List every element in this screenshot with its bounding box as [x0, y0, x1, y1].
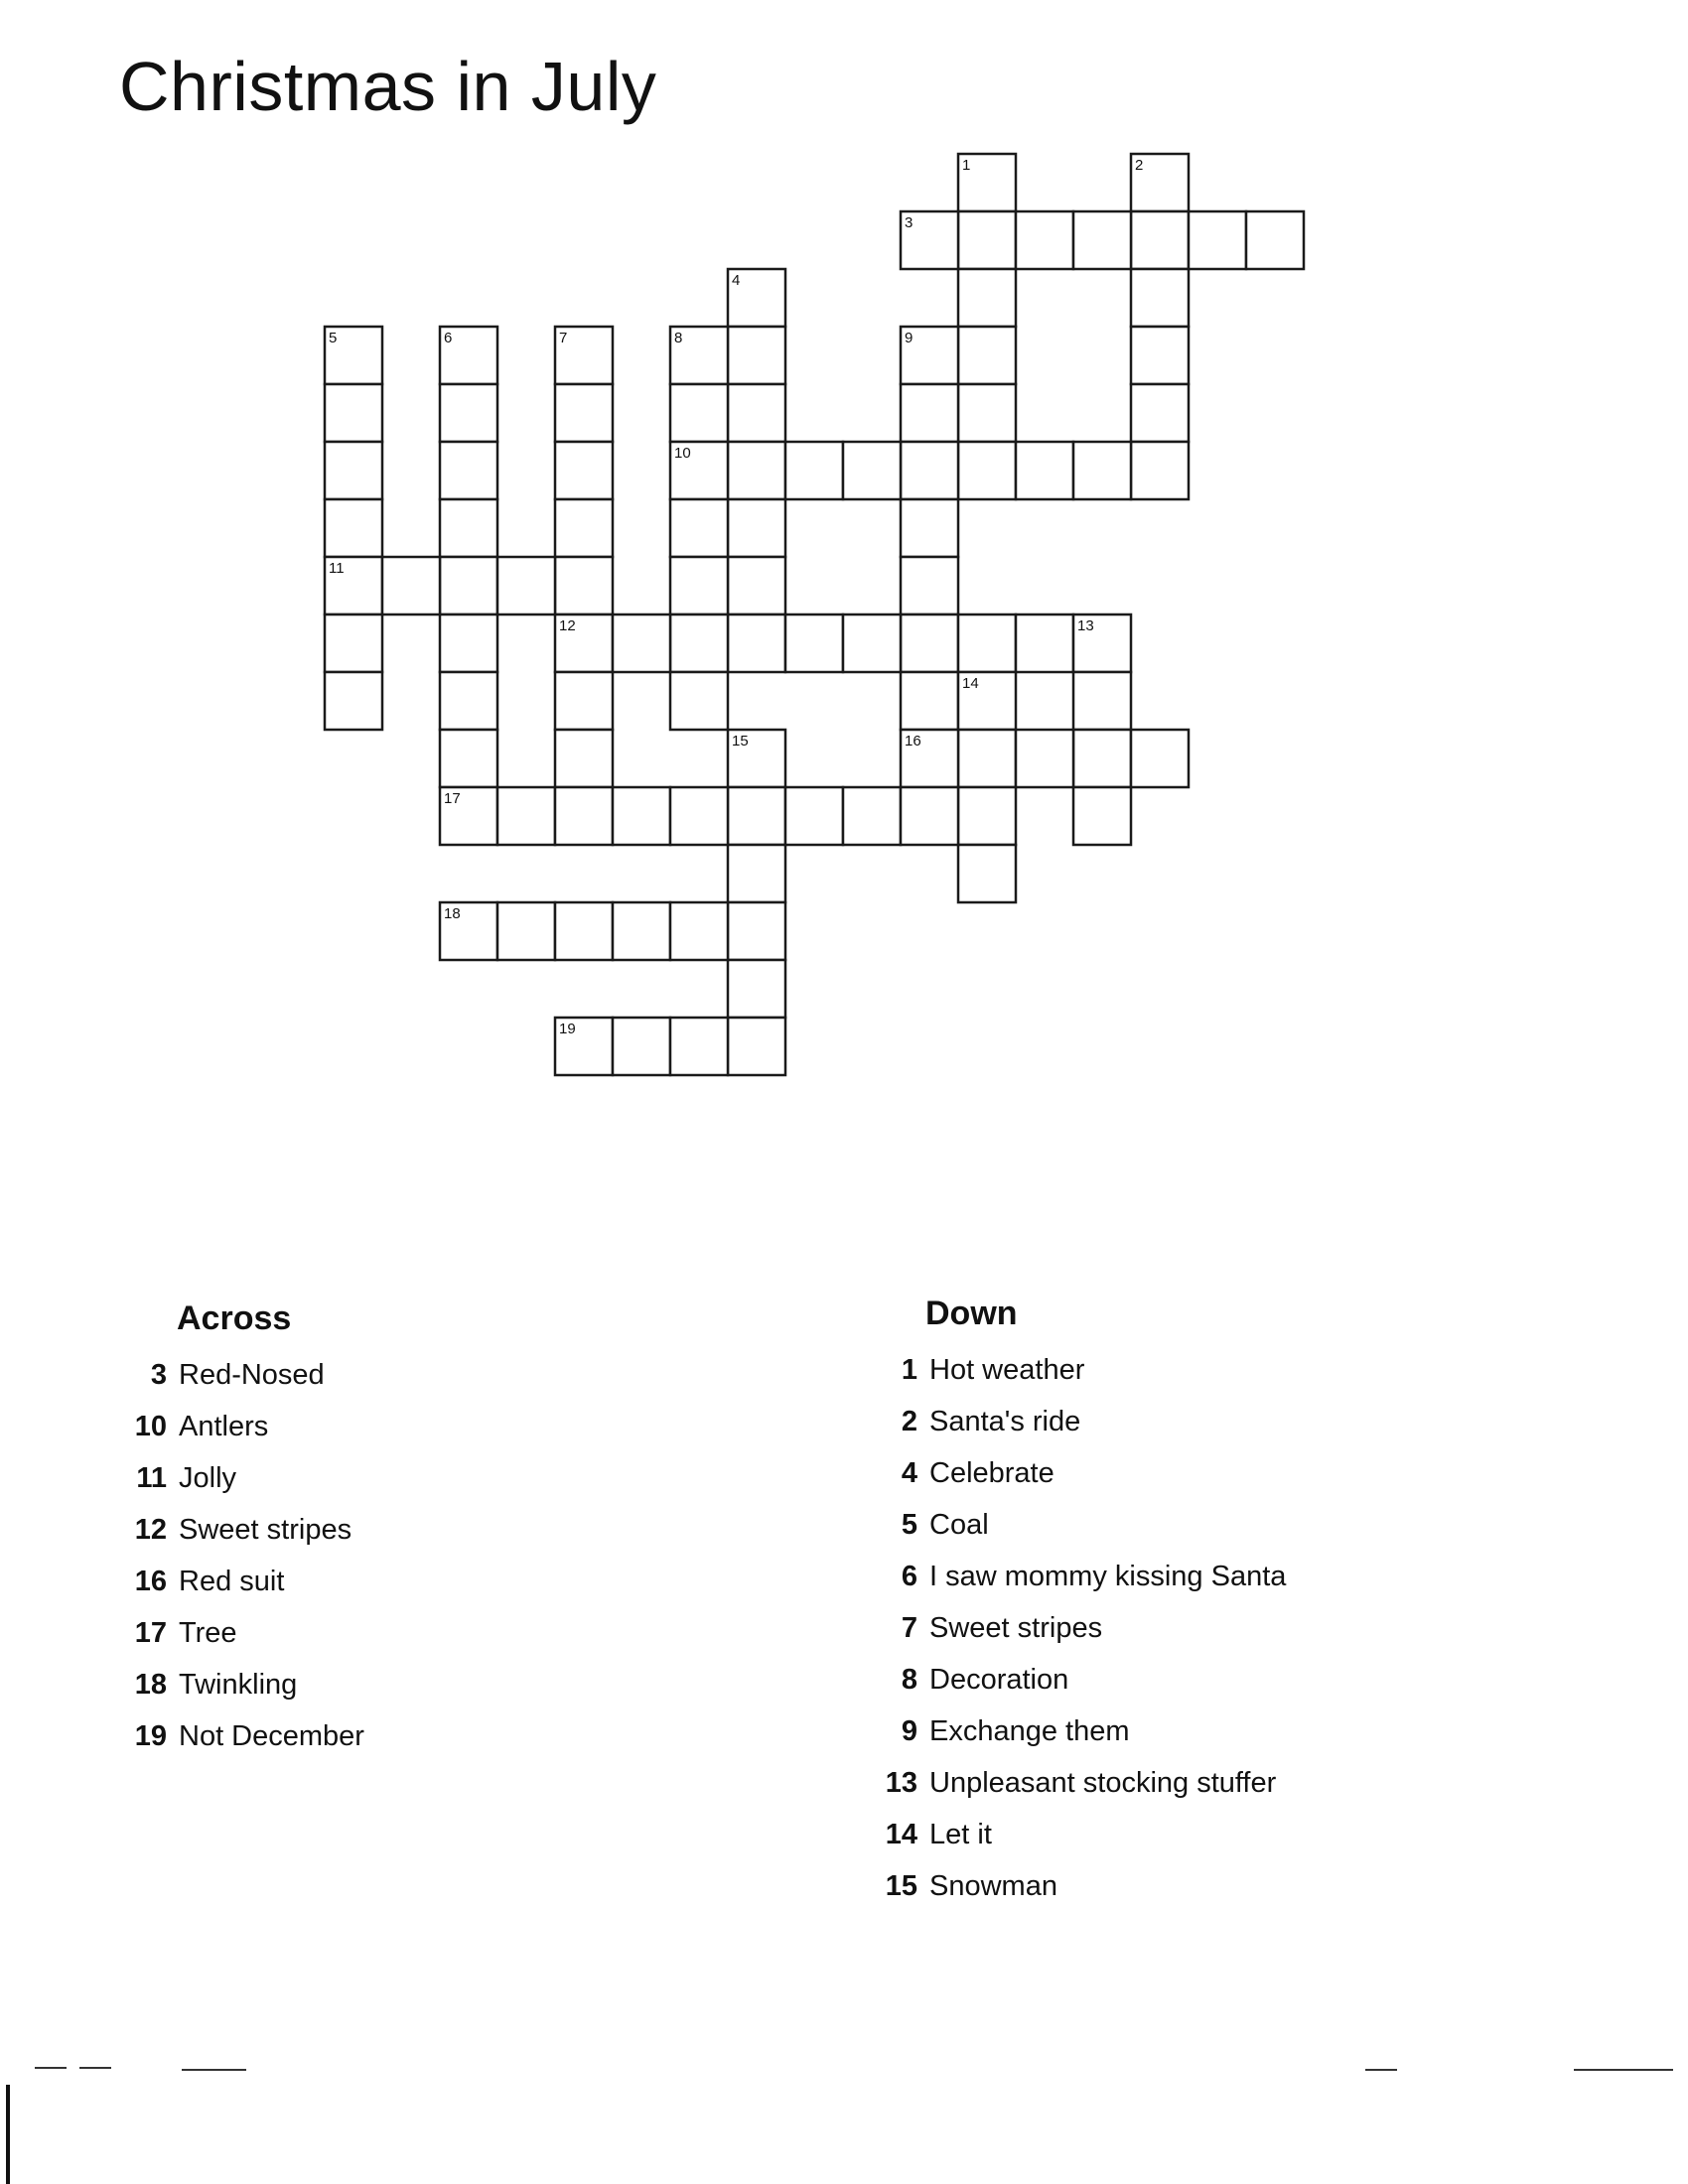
clue-number: 13: [885, 1766, 917, 1799]
grid-cell[interactable]: [785, 442, 843, 499]
grid-cell[interactable]: [670, 557, 728, 614]
down-clue-7: [874, 1612, 1286, 1664]
down-clue-9: [874, 1715, 1286, 1767]
grid-cell[interactable]: [785, 787, 843, 845]
clue-text: Antlers: [179, 1410, 269, 1442]
clue-text: Sweet stripes: [929, 1611, 1103, 1644]
scan-edge-mark: [79, 2067, 111, 2069]
grid-cell[interactable]: [670, 902, 728, 960]
down-clue-6: [874, 1561, 1286, 1612]
grid-cell[interactable]: [728, 384, 785, 442]
grid-cell[interactable]: [728, 1018, 785, 1075]
cell-number: 17: [444, 790, 461, 807]
grid-cell[interactable]: [958, 845, 1016, 902]
clue-text: Exchange them: [929, 1714, 1130, 1747]
grid-cell[interactable]: [1016, 614, 1073, 672]
down-clue-2: [874, 1406, 1286, 1457]
grid-cell[interactable]: [1131, 442, 1189, 499]
grid-cell[interactable]: [497, 902, 555, 960]
grid-cell[interactable]: [958, 211, 1016, 269]
grid-cell[interactable]: [728, 845, 785, 902]
grid-cell[interactable]: [1073, 730, 1131, 787]
down-heading: Down: [925, 1295, 1018, 1332]
across-clue-19: [117, 1720, 364, 1772]
clue-number: 18: [134, 1668, 167, 1701]
down-clue-15: [874, 1870, 1286, 1922]
down-clue-4: [874, 1457, 1286, 1509]
grid-cell[interactable]: [728, 442, 785, 499]
page-title: Christmas in July: [119, 48, 657, 125]
clue-text: Red suit: [179, 1565, 285, 1597]
grid-cell[interactable]: [1131, 730, 1189, 787]
grid-cell[interactable]: [440, 557, 497, 614]
grid-cell[interactable]: [555, 442, 613, 499]
scan-edge-mark: [35, 2067, 67, 2069]
across-heading: Across: [177, 1299, 292, 1337]
cell-number: 10: [674, 445, 691, 462]
grid-cell[interactable]: [555, 787, 613, 845]
clue-number: 7: [901, 1611, 917, 1644]
grid-cell[interactable]: [728, 787, 785, 845]
grid-cell[interactable]: [1131, 384, 1189, 442]
grid-cell[interactable]: [901, 787, 958, 845]
grid-cell[interactable]: [1073, 442, 1131, 499]
grid-cell[interactable]: [555, 557, 613, 614]
clue-number: 19: [134, 1719, 167, 1752]
grid-cell[interactable]: [843, 442, 901, 499]
grid-cell[interactable]: [728, 730, 785, 787]
grid-cell[interactable]: [325, 384, 382, 442]
grid-cell[interactable]: [555, 1018, 613, 1075]
grid-cell[interactable]: [670, 1018, 728, 1075]
grid-cell[interactable]: [670, 614, 728, 672]
grid-cell[interactable]: [497, 787, 555, 845]
cell-number: 9: [905, 330, 914, 346]
clue-number: 8: [901, 1663, 917, 1696]
across-clue-list: [117, 1359, 364, 1772]
grid-cell[interactable]: [670, 442, 728, 499]
clue-number: 16: [134, 1565, 167, 1597]
grid-cell[interactable]: [613, 787, 670, 845]
grid-cell[interactable]: [728, 269, 785, 327]
grid-cell[interactable]: [555, 384, 613, 442]
grid-cell[interactable]: [670, 672, 728, 730]
across-clue-17: [117, 1617, 364, 1669]
grid-cell[interactable]: [901, 557, 958, 614]
clue-text: Unpleasant stocking stuffer: [929, 1766, 1277, 1799]
grid-cell[interactable]: [440, 442, 497, 499]
clue-number: 6: [901, 1560, 917, 1592]
clue-text: Celebrate: [929, 1456, 1055, 1489]
clue-text: Coal: [929, 1508, 989, 1541]
down-clue-1: [874, 1354, 1286, 1406]
grid-cell[interactable]: [325, 557, 382, 614]
clue-number: 12: [134, 1513, 167, 1546]
clue-number: 14: [885, 1818, 917, 1850]
grid-cell[interactable]: [958, 442, 1016, 499]
grid-cell[interactable]: [901, 442, 958, 499]
grid-cell[interactable]: [728, 614, 785, 672]
clue-number: 10: [134, 1410, 167, 1442]
grid-cell[interactable]: [901, 614, 958, 672]
grid-cell[interactable]: [555, 672, 613, 730]
grid-cell[interactable]: [325, 614, 382, 672]
grid-cell[interactable]: [1016, 211, 1073, 269]
cell-number: 16: [905, 733, 921, 750]
grid-cell[interactable]: [440, 327, 497, 384]
grid-cell[interactable]: [901, 327, 958, 384]
down-clue-13: [874, 1767, 1286, 1819]
grid-cell[interactable]: [728, 902, 785, 960]
cell-number: 5: [329, 330, 338, 346]
clue-text: Jolly: [179, 1461, 237, 1494]
grid-cell[interactable]: [1073, 787, 1131, 845]
grid-cell[interactable]: [901, 730, 958, 787]
across-clue-18: [117, 1669, 364, 1720]
scan-edge-mark: [6, 2085, 10, 2184]
clue-number: 17: [134, 1616, 167, 1649]
down-clue-5: [874, 1509, 1286, 1561]
across-clue-3: [117, 1359, 364, 1411]
cell-number: 3: [905, 214, 914, 231]
grid-cell[interactable]: [325, 672, 382, 730]
grid-cell[interactable]: [958, 269, 1016, 327]
clue-text: Not December: [179, 1719, 364, 1752]
cell-number: 18: [444, 905, 461, 922]
grid-cell[interactable]: [728, 327, 785, 384]
grid-cell[interactable]: [901, 499, 958, 557]
grid-cell[interactable]: [440, 672, 497, 730]
grid-cell[interactable]: [843, 614, 901, 672]
grid-cell[interactable]: [440, 384, 497, 442]
grid-cell[interactable]: [613, 1018, 670, 1075]
grid-cell[interactable]: [1073, 614, 1131, 672]
grid-cell[interactable]: [785, 614, 843, 672]
grid-cell[interactable]: [440, 787, 497, 845]
grid-cell[interactable]: [1016, 730, 1073, 787]
grid-cell[interactable]: [728, 499, 785, 557]
grid-cell[interactable]: [440, 499, 497, 557]
down-clue-list: [874, 1354, 1286, 1922]
clue-number: 15: [885, 1869, 917, 1902]
cell-number: 6: [444, 330, 453, 346]
grid-cell[interactable]: [728, 557, 785, 614]
grid-cell[interactable]: [497, 557, 555, 614]
grid-cell[interactable]: [670, 499, 728, 557]
grid-cell[interactable]: [901, 211, 958, 269]
grid-cell[interactable]: [958, 154, 1016, 211]
cell-number: 4: [732, 272, 741, 289]
clue-text: Twinkling: [179, 1668, 298, 1701]
grid-cell[interactable]: [958, 614, 1016, 672]
grid-cell[interactable]: [843, 787, 901, 845]
across-clue-11: [117, 1462, 364, 1514]
grid-cell[interactable]: [1131, 211, 1189, 269]
grid-cell[interactable]: [555, 499, 613, 557]
grid-cell[interactable]: [1073, 672, 1131, 730]
across-clue-12: [117, 1514, 364, 1566]
grid-cell[interactable]: [440, 902, 497, 960]
grid-cell[interactable]: [555, 730, 613, 787]
cell-number: 15: [732, 733, 749, 750]
grid-cell[interactable]: [613, 902, 670, 960]
clue-number: 11: [136, 1461, 167, 1494]
clue-number: 4: [901, 1456, 917, 1489]
grid-cell[interactable]: [555, 902, 613, 960]
scan-edge-mark: [1574, 2069, 1673, 2071]
grid-cell[interactable]: [382, 557, 440, 614]
clue-number: 5: [901, 1508, 917, 1541]
grid-cell[interactable]: [1131, 327, 1189, 384]
cell-number: 7: [559, 330, 568, 346]
scan-edge-mark: [182, 2069, 246, 2071]
cell-number: 1: [962, 157, 971, 174]
cell-number: 8: [674, 330, 683, 346]
grid-cell[interactable]: [958, 327, 1016, 384]
clue-number: 3: [150, 1358, 167, 1391]
grid-cell[interactable]: [728, 960, 785, 1018]
grid-cell[interactable]: [670, 327, 728, 384]
grid-cell[interactable]: [555, 614, 613, 672]
cell-number: 2: [1135, 157, 1144, 174]
grid-cell[interactable]: [325, 499, 382, 557]
down-clues: [874, 1294, 1286, 1922]
clue-text: I saw mommy kissing Santa: [929, 1560, 1287, 1592]
clue-text: Snowman: [929, 1869, 1057, 1902]
across-clues: [117, 1298, 364, 1772]
grid-cell[interactable]: [613, 614, 670, 672]
down-clue-8: [874, 1664, 1286, 1715]
grid-cell[interactable]: [325, 442, 382, 499]
across-clue-16: [117, 1566, 364, 1617]
grid-cell[interactable]: [901, 672, 958, 730]
cell-number: 19: [559, 1021, 576, 1037]
cell-number: 11: [329, 560, 345, 577]
clue-number: 2: [901, 1405, 917, 1437]
grid-cell[interactable]: [670, 384, 728, 442]
grid-cell[interactable]: [1189, 211, 1246, 269]
clue-text: Decoration: [929, 1663, 1069, 1696]
grid-cell[interactable]: [440, 614, 497, 672]
grid-cell[interactable]: [958, 384, 1016, 442]
grid-cell[interactable]: [958, 787, 1016, 845]
grid-cell[interactable]: [958, 672, 1016, 730]
clue-text: Santa's ride: [929, 1405, 1081, 1437]
grid-cell[interactable]: [1016, 442, 1073, 499]
grid-cell[interactable]: [1131, 154, 1189, 211]
cell-number: 14: [962, 675, 979, 692]
clue-text: Let it: [929, 1818, 992, 1850]
grid-cell[interactable]: [440, 730, 497, 787]
clue-text: Hot weather: [929, 1353, 1085, 1386]
clue-number: 9: [901, 1714, 917, 1747]
grid-cell[interactable]: [1073, 211, 1131, 269]
grid-cell[interactable]: [901, 384, 958, 442]
clue-text: Sweet stripes: [179, 1513, 352, 1546]
grid-cell[interactable]: [1131, 269, 1189, 327]
across-clue-10: [117, 1411, 364, 1462]
scan-edge-mark: [1365, 2069, 1397, 2071]
grid-cell[interactable]: [958, 730, 1016, 787]
grid-cell[interactable]: [670, 787, 728, 845]
clue-text: Tree: [179, 1616, 237, 1649]
grid-cell[interactable]: [325, 327, 382, 384]
clue-number: 1: [901, 1353, 917, 1386]
down-clue-14: [874, 1819, 1286, 1870]
cell-number: 13: [1077, 617, 1094, 634]
grid-cell[interactable]: [555, 327, 613, 384]
clue-text: Red-Nosed: [179, 1358, 325, 1391]
cell-number: 12: [559, 617, 576, 634]
grid-cell[interactable]: [1246, 211, 1304, 269]
